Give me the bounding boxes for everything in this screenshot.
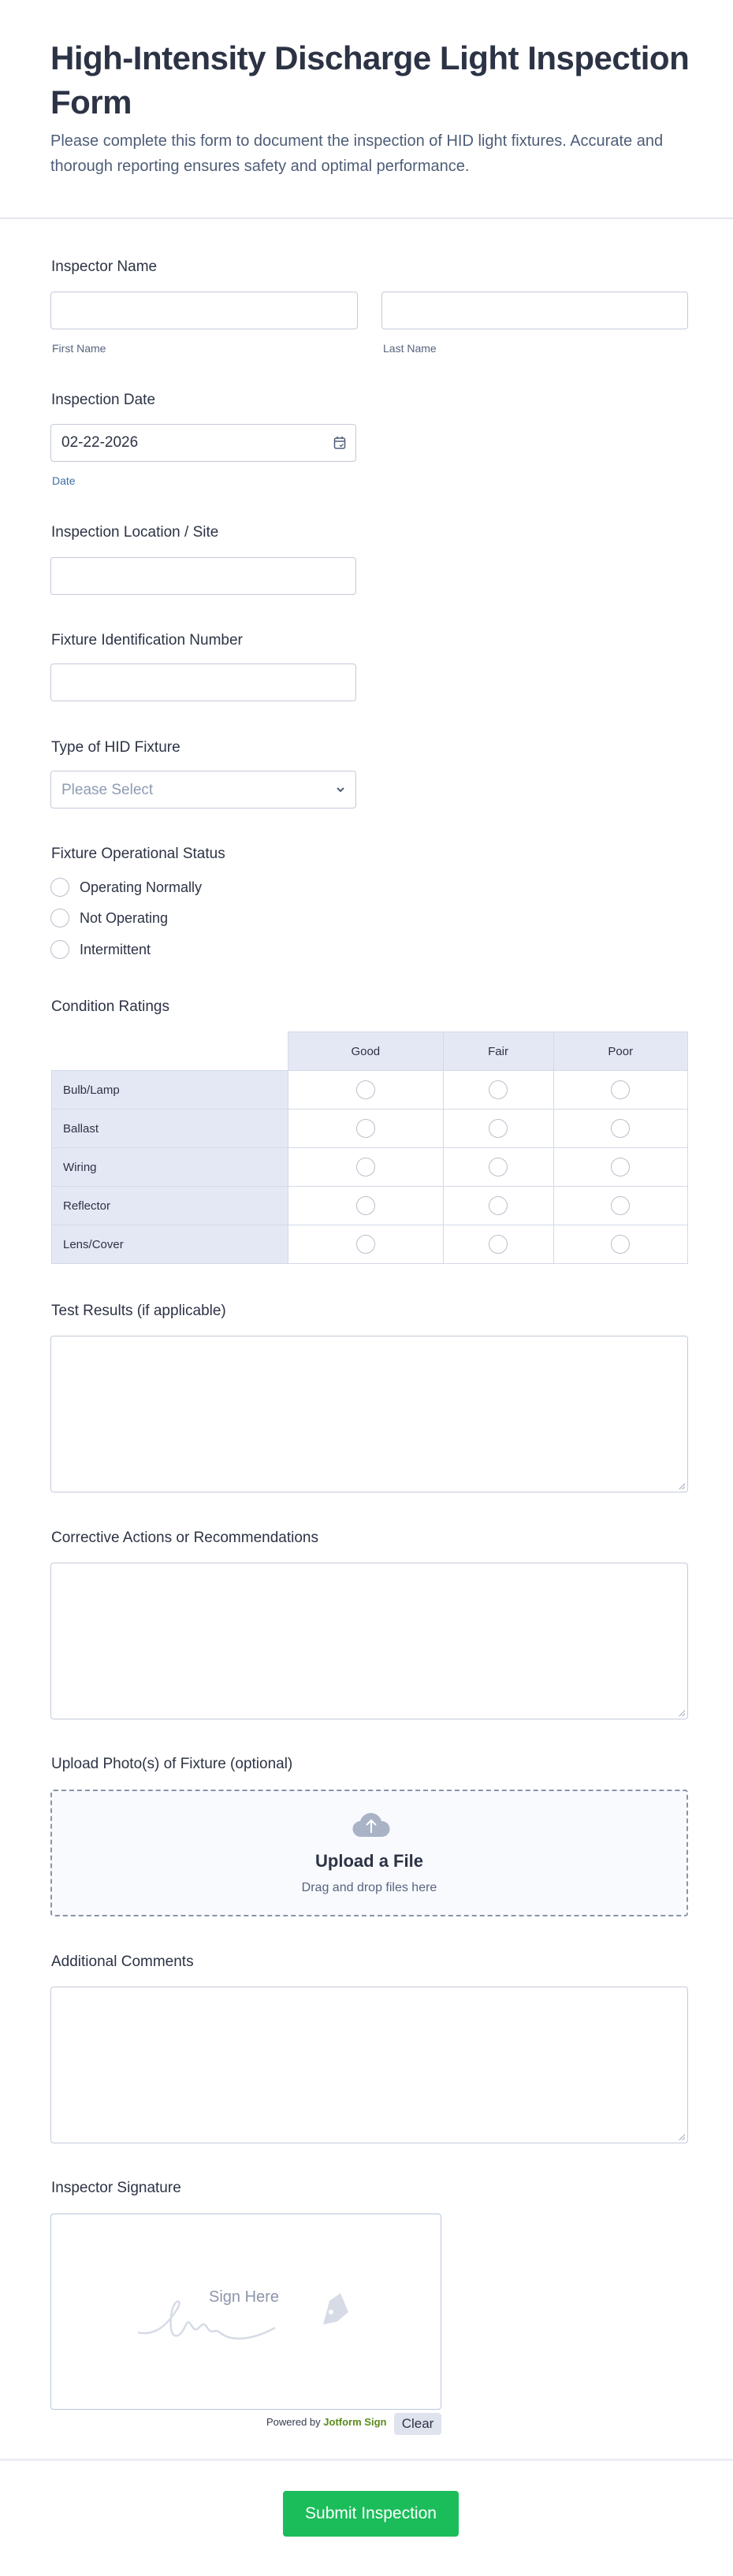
matrix-row-label: Wiring [52, 1148, 288, 1187]
matrix-radio[interactable] [489, 1196, 508, 1215]
matrix-cell [288, 1110, 444, 1148]
matrix-row-label: Reflector [52, 1187, 288, 1225]
matrix-radio[interactable] [489, 1158, 508, 1176]
resize-handle[interactable] [679, 2134, 685, 2140]
fixture-type-label: Type of HID Fixture [51, 739, 180, 756]
inspection-date-label: Inspection Date [51, 392, 156, 408]
matrix-corner [52, 1032, 288, 1071]
matrix-radio[interactable] [489, 1119, 508, 1138]
matrix-column-header: Fair [443, 1032, 553, 1071]
condition-ratings-matrix [51, 1032, 688, 1264]
matrix-cell [443, 1225, 553, 1264]
fixture-id-label: Fixture Identification Number [51, 632, 243, 649]
cloud-upload-icon [352, 1810, 391, 1838]
upload-label: Upload Photo(s) of Fixture (optional) [51, 1756, 293, 1772]
matrix-cell [553, 1187, 687, 1225]
status-label: Fixture Operational Status [51, 846, 225, 862]
matrix-cell [553, 1225, 687, 1264]
matrix-cell [443, 1148, 553, 1187]
matrix-column-header: Poor [553, 1032, 687, 1071]
sign-here-placeholder: Sign Here [209, 2288, 279, 2306]
select-placeholder: Please Select [61, 782, 154, 798]
matrix-row [52, 1187, 688, 1225]
submit-button[interactable]: Submit Inspection [283, 2491, 459, 2537]
signature-pad[interactable] [50, 2214, 441, 2410]
jotform-sign-brand: Jotform Sign [323, 2416, 387, 2428]
status-option-label: Not Operating [80, 909, 169, 926]
matrix-cell [443, 1110, 553, 1148]
corrective-actions-label: Corrective Actions or Recommendations [51, 1530, 318, 1546]
matrix-row-label: Lens/Cover [52, 1225, 288, 1264]
form-title: High-Intensity Discharge Light Inspection Form [50, 39, 690, 121]
resize-handle[interactable] [679, 1710, 685, 1716]
matrix-cell [553, 1148, 687, 1187]
matrix-radio[interactable] [356, 1196, 375, 1215]
corrective-actions-textarea[interactable] [50, 1563, 688, 1719]
calendar-icon[interactable] [333, 436, 346, 450]
footer-divider [0, 2459, 733, 2461]
matrix-cell [288, 1187, 444, 1225]
matrix-row [52, 1110, 688, 1148]
matrix-radio[interactable] [611, 1235, 630, 1254]
signature-scribble-icon [134, 2285, 363, 2348]
first-name-input[interactable] [50, 292, 358, 329]
location-input[interactable] [50, 557, 356, 595]
matrix-radio[interactable] [489, 1235, 508, 1254]
matrix-cell [553, 1071, 687, 1110]
radio-button[interactable] [50, 940, 69, 959]
condition-ratings-label: Condition Ratings [51, 998, 169, 1015]
signature-label: Inspector Signature [51, 2180, 181, 2196]
upload-subtitle: Drag and drop files here [301, 1881, 437, 1894]
matrix-cell [443, 1187, 553, 1225]
location-label: Inspection Location / Site [51, 524, 219, 541]
last-name-sublabel: Last Name [383, 342, 437, 355]
powered-by-label: Powered by [266, 2416, 321, 2428]
matrix-row [52, 1225, 688, 1264]
additional-comments-label: Additional Comments [51, 1953, 194, 1970]
matrix-cell [443, 1071, 553, 1110]
matrix-radio[interactable] [489, 1080, 508, 1099]
status-option[interactable] [50, 878, 202, 897]
form-description: Please complete this form to document the inspection of HID light fixtures. Accurate and thorough reporting ensures safety and optimal performance. [50, 132, 664, 175]
matrix-cell [288, 1071, 444, 1110]
matrix-cell [553, 1110, 687, 1148]
status-option-label: Intermittent [80, 941, 151, 957]
matrix-row [52, 1148, 688, 1187]
last-name-input[interactable] [381, 292, 688, 329]
radio-button[interactable] [50, 878, 69, 897]
matrix-radio[interactable] [356, 1119, 375, 1138]
inspection-date-input[interactable] [50, 424, 356, 462]
radio-button[interactable] [50, 909, 69, 927]
matrix-radio[interactable] [611, 1196, 630, 1215]
header-divider [0, 217, 733, 219]
matrix-row-label: Ballast [52, 1110, 288, 1148]
first-name-sublabel: First Name [52, 342, 106, 355]
chevron-down-icon [335, 784, 346, 795]
matrix-row-label: Bulb/Lamp [52, 1071, 288, 1110]
file-upload-dropzone[interactable] [50, 1790, 688, 1916]
test-results-label: Test Results (if applicable) [51, 1303, 226, 1319]
status-option[interactable] [50, 940, 151, 959]
test-results-textarea[interactable] [50, 1336, 688, 1492]
date-value: 02-22-2026 [61, 434, 139, 451]
matrix-radio[interactable] [356, 1235, 375, 1254]
fixture-type-select[interactable] [50, 771, 356, 808]
matrix-row [52, 1071, 688, 1110]
matrix-cell [288, 1225, 444, 1264]
clear-signature-button[interactable]: Clear [394, 2413, 441, 2435]
status-option-label: Operating Normally [80, 879, 203, 895]
resize-handle[interactable] [679, 1483, 685, 1489]
fixture-id-input[interactable] [50, 664, 356, 701]
matrix-column-header: Good [288, 1032, 444, 1071]
matrix-radio[interactable] [356, 1158, 375, 1176]
upload-title: Upload a File [315, 1851, 423, 1871]
status-option[interactable] [50, 909, 168, 927]
matrix-cell [288, 1148, 444, 1187]
matrix-radio[interactable] [611, 1119, 630, 1138]
matrix-radio[interactable] [611, 1080, 630, 1099]
matrix-radio[interactable] [356, 1080, 375, 1099]
date-sublabel: Date [52, 474, 76, 487]
powered-by-text [266, 2416, 386, 2428]
additional-comments-textarea[interactable] [50, 1987, 688, 2143]
inspector-name-label: Inspector Name [51, 258, 158, 275]
matrix-radio[interactable] [611, 1158, 630, 1176]
